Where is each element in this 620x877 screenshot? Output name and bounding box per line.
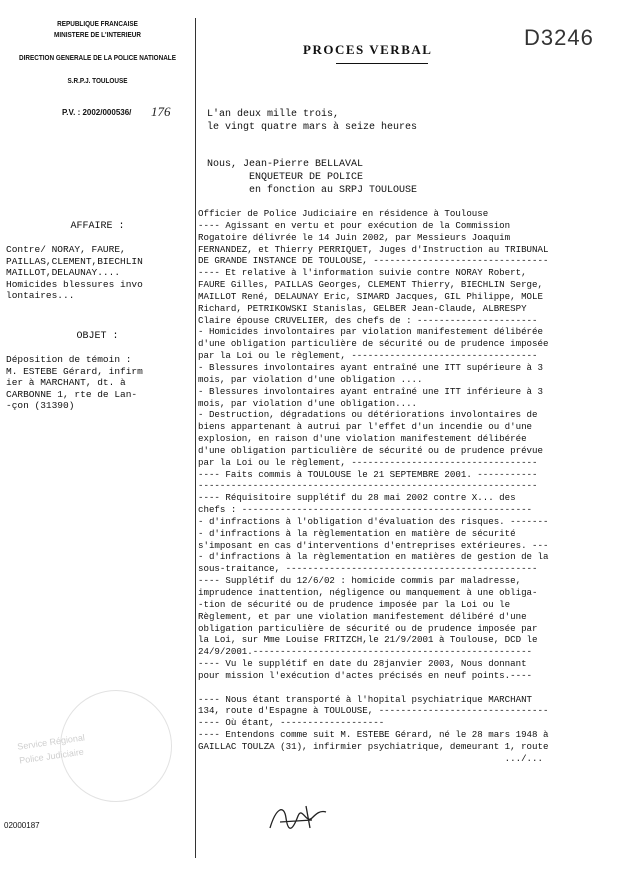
statement-line: FERNANDEZ, et Thierry PERRIQUET, Juges d'Instruction au TRIBUNAL — [198, 243, 549, 255]
document-barcode-number: 02000187 — [4, 821, 40, 830]
statement-line: ---- Où étant, ------------------- — [198, 717, 385, 729]
statement-line: ---- Agissant en vertu et pour exécution de la Commission — [198, 219, 511, 231]
issuing-authority-header — [15, 18, 181, 86]
statement-line: mois, par violation d'une obligation.... — [198, 397, 418, 409]
statement-line: par la Loi ou le règlement, ---------------------------------- — [198, 456, 538, 468]
objet-line: -çon (31390) — [6, 400, 75, 411]
pv-handwritten-number: 176 — [151, 104, 171, 119]
statement-line: ---- Faits commis à TOULOUSE le 21 SEPTEMBRE 2001. ----------- — [198, 468, 538, 480]
statement-line: chefs : ----------------------------------------------------- — [198, 504, 533, 516]
objet-line: Déposition de témoin : — [6, 354, 132, 365]
officer-line: ENQUETEUR DE POLICE — [207, 172, 364, 183]
statement-line: - d'infractions à la règlementation en matière de sécurité — [198, 527, 516, 539]
statement-line: GAILLAC TOULZA (31), infirmier psychiatrique, demeurant 1, route — [198, 740, 549, 752]
objet-heading: OBJET : — [76, 331, 119, 342]
ministry-line: MINISTERE DE L'INTERIEUR — [54, 30, 141, 39]
statement-line: - Blessures involontaires ayant entraîné une ITT supérieure à 3 — [198, 361, 543, 373]
statement-line: Officier de Police Judiciaire en résidence à Toulouse — [198, 208, 489, 219]
affaire-details — [6, 244, 192, 302]
officer-line: en fonction au SRPJ TOULOUSE — [207, 185, 418, 196]
statement-line: Claire épouse CRUVELIER, des chefs de : ---------------------- — [198, 314, 538, 326]
affaire-line: Contre/ NORAY, FAURE, — [6, 244, 126, 255]
statement-line: FAURE Gilles, PAILLAS Georges, CLEMENT Thierry, BIECHLIN Serge, — [198, 279, 543, 291]
date-line: le vingt quatre mars à seize heures — [207, 122, 418, 133]
statement-line: obligation particulière de sécurité ou de prudence imposée par — [198, 622, 538, 634]
statement-line: par la Loi ou le règlement, ---------------------------------- — [198, 350, 538, 362]
statement-line: la Loi, sur Mme Louise FRITZCH,le 21/9/2001 à Toulouse, DCD le — [198, 634, 538, 646]
statement-line: Rogatoire délivrée le 14 Juin 2002, par Messieurs Joaquim — [198, 231, 511, 243]
stamp-line: Police Judiciaire — [18, 746, 85, 766]
statement-line: DE GRANDE INSTANCE DE TOULOUSE, -------------------------------- — [198, 255, 549, 267]
statement-line: s'imposant en cas d'interventions d'entreprises extérieures. --- — [198, 539, 549, 551]
officer-line: Nous, Jean-Pierre BELLAVAL — [207, 159, 364, 170]
pv-number-label: P.V. : 2002/000536/ — [62, 108, 132, 117]
affaire-line: Homicides blessures invo — [6, 278, 143, 290]
statement-line: .../... — [198, 752, 543, 764]
statement-line: ---- Entendons comme suit M. ESTEBE Gérard, né le 28 mars 1948 à — [198, 729, 549, 741]
statement-line: - Destruction, dégradations ou détériorations involontaires de — [198, 409, 538, 421]
direction-line: DIRECTION GENERALE DE LA POLICE NATIONALE — [19, 53, 176, 62]
statement-line: 24/9/2001.--------------------------------------------------- — [198, 646, 533, 658]
affaire-heading: AFFAIRE : — [70, 221, 125, 232]
objet-line: M. ESTEBE Gérard, infirm — [6, 365, 143, 377]
statement-line: - d'infractions à l'obligation d'évaluation des risques. ------- — [198, 515, 549, 527]
statement-line: -------------------------------------------------------------- — [198, 480, 538, 492]
date-line: L'an deux mille trois, — [207, 109, 340, 120]
affaire-line: PAILLAS,CLEMENT,BIECHLIN — [6, 255, 143, 267]
statement-line — [198, 682, 616, 694]
statement-line: biens appartenant à autrui par l'effet d'un incendie ou d'une — [198, 421, 533, 433]
statement-line: ---- Supplétif du 12/6/02 : homicide commis par maladresse, — [198, 575, 522, 587]
statement-line: pour mission l'exécution d'actes précisés en neuf points.---- — [198, 669, 533, 681]
statement-line: explosion, en raison d'une violation manifestement délibérée — [198, 433, 527, 445]
officer-statement — [207, 158, 417, 197]
statement-line: mois, par violation d'une obligation .... — [198, 373, 423, 385]
statement-line: sous-traitance, ---------------------------------------------- — [198, 563, 538, 575]
date-statement — [207, 108, 417, 134]
statement-line: 134, route d'Espagne à TOULOUSE, ------------------------------- — [198, 705, 549, 717]
officer-signature — [266, 798, 336, 838]
statement-line: d'une obligation particulière de sécurité ou de prudence imposée — [198, 338, 549, 350]
statement-line: - Blessures involontaires ayant entraîné une ITT inférieure à 3 — [198, 385, 543, 397]
objet-line: ier à MARCHANT, dt. à — [6, 377, 126, 388]
objet-line: CARBONNE 1, rte de Lan- — [6, 388, 138, 400]
statement-line: ---- Nous étant transporté à l'hopital psychiatrique MARCHANT — [198, 693, 533, 705]
statement-line: ---- Réquisitoire supplétif du 28 mai 2002 contre X... des — [198, 492, 516, 504]
statement-line: - d'infractions à la règlementation en matières de gestion de la — [198, 551, 549, 563]
statement-line: MAILLOT René, DELAUNAY Eric, SIMARD Jacques, GIL Philippe, MOLE — [198, 290, 543, 302]
statement-line: Richard, PETRIKOWSKI Stanislas, GELBER Jean-Claude, ALBRESPY — [198, 302, 527, 314]
statement-line: Règlement, et par une violation manifestement délibéré d'une — [198, 610, 527, 622]
statement-line: -tion de sécurité ou de prudence imposée par la Loi ou le — [198, 598, 511, 610]
statement-body — [198, 208, 616, 765]
handwritten-document-reference: D3246 — [524, 25, 594, 50]
document-title: PROCES VERBAL — [303, 42, 433, 57]
statement-line: ---- Et relative à l'information suivie contre NORAY Robert, — [198, 267, 527, 279]
affaire-line: lontaires... — [6, 290, 75, 301]
column-divider — [195, 18, 196, 858]
stamp-line: Service Régional — [16, 732, 86, 752]
objet-details — [6, 354, 192, 412]
srpj-line: S.R.P.J. TOULOUSE — [67, 76, 128, 85]
republic-line: REPUBLIQUE FRANCAISE — [57, 19, 138, 28]
statement-line: - Homicides involontaires par violation manifestement délibérée — [198, 326, 543, 338]
title-underline — [336, 63, 428, 64]
statement-line: imprudence inattention, négligence ou manquement à une obliga- — [198, 587, 538, 598]
affaire-line: MAILLOT,DELAUNAY.... — [6, 267, 121, 278]
statement-line: ---- Vu le supplétif en date du 28janvier 2003, Nous donnant — [198, 658, 527, 670]
statement-line: d'une obligation particulière de sécurité ou de prudence prévue — [198, 444, 543, 456]
